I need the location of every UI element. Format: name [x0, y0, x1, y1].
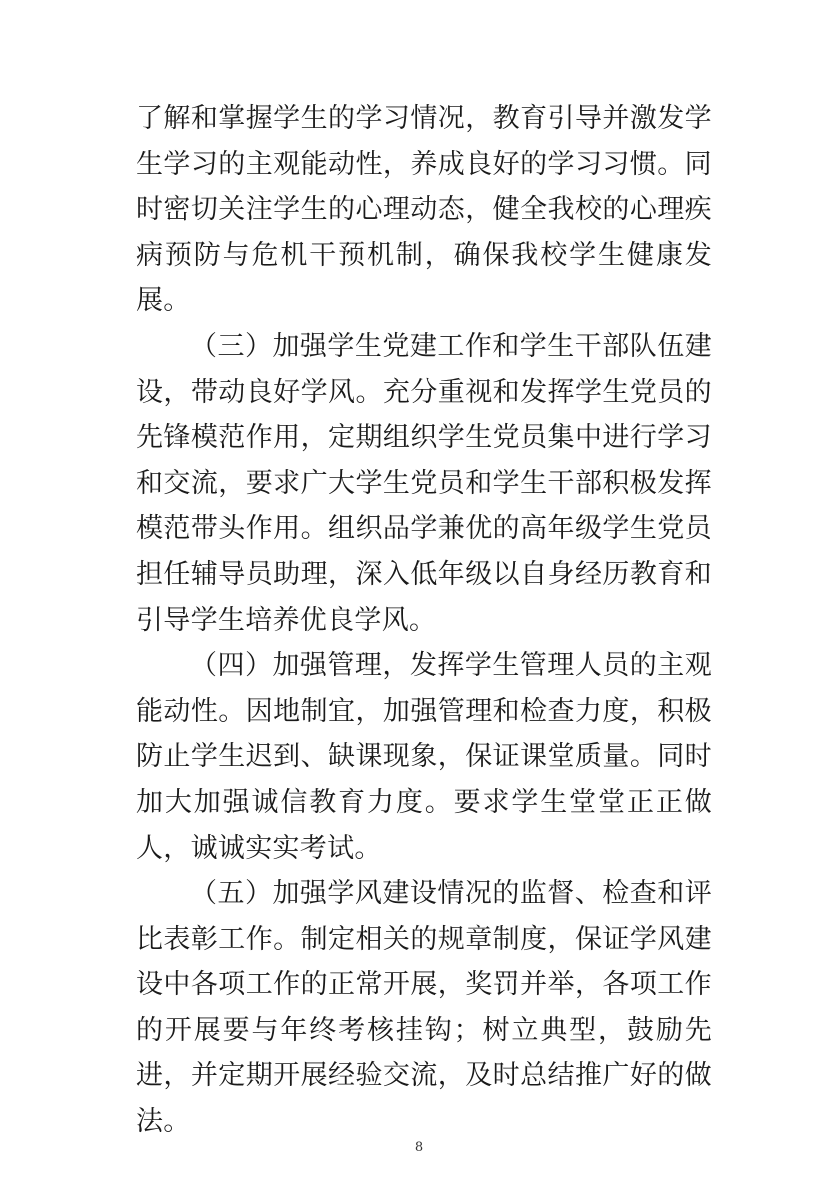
- page-number: 8: [414, 1140, 424, 1155]
- document-body: [136, 96, 712, 1145]
- paragraph-section-3: （三）加强学生党建工作和学生干部队伍建设，带动良好学风。充分重视和发挥学生党员的先锋模范作用，定期组织学生党员集中进行学习和交流，要求广大学生党员和学生干部积极发挥模范带头作用。组织品学兼优的高年级学生党员担任辅导员助理，深入低年级以自身经历教育和引导学生培养优良学风。: [136, 330, 712, 636]
- paragraph-section-4: （四）加强管理，发挥学生管理人员的主观能动性。因地制宜，加强管理和检查力度，积极防止学生迟到、缺课现象，保证课堂质量。同时加大加强诚信教育力度。要求学生堂堂正正做人，诚诚实实考试。: [136, 650, 712, 864]
- paragraph-section-5: （五）加强学风建设情况的监督、检查和评比表彰工作。制定相关的规章制度，保证学风建设中各项工作的正常开展，奖罚并举，各项工作的开展要与年终考核挂钩；树立典型，鼓励先进，并定期开展经验交流，及时总结推广好的做法。: [136, 878, 712, 1138]
- paragraph-continuation: 了解和掌握学生的学习情况，教育引导并激发学生学习的主观能动性，养成良好的学习习惯。同时密切关注学生的心理动态，健全我校的心理疾病预防与危机干预机制，确保我校学生健康发展。: [136, 103, 712, 317]
